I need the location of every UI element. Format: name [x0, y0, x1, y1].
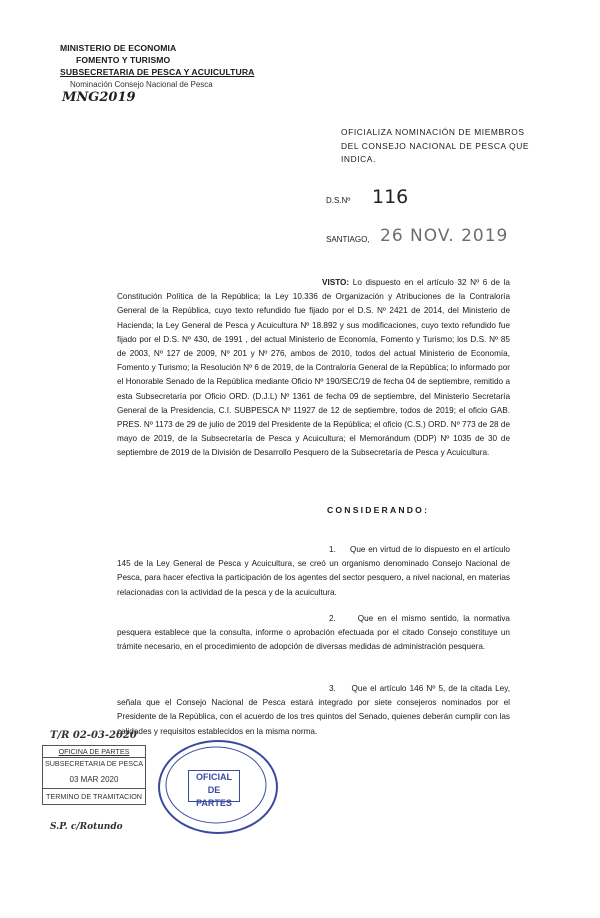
considerando-heading: CONSIDERANDO:	[327, 505, 430, 515]
santiago-date: 26 NOV. 2019	[380, 226, 509, 246]
item-text: Que en virtud de lo dispuesto en el artículo 145 de la Ley General de Pesca y Acuicultura, se creó un organismo denominado Consejo Nacional de Pesca, para hacer efectiva la participación de los agentes del sector pesquero, a nivel nacional, en materias relacionadas con la actividad de la pesca y de la acuicultura.	[117, 545, 510, 597]
considerando-item-1	[117, 543, 510, 600]
item-text: Que el artículo 146 Nº 5, de la citada Ley, señala que el Consejo Nacional de Pesca estará integrado por siete consejeros nominados por el Presidente de la República, con el acuerdo de los tres quintos del Senado, quienes deberán cumplir con las calidades y requisitos establecidos en la misma norma.	[117, 684, 510, 736]
visto-paragraph	[117, 276, 510, 461]
item-number: 2.	[329, 614, 336, 623]
ministry-name: MINISTERIO DE ECONOMIA	[60, 43, 177, 53]
oficina-partes-stamp	[42, 745, 146, 805]
item-number: 1.	[329, 545, 336, 554]
oficina-line2: SUBSECRETARIA DE PESCA	[44, 759, 144, 768]
considerando-item-2	[117, 612, 510, 655]
considerando-item-3	[117, 682, 510, 739]
item-number: 3.	[329, 684, 336, 693]
oficina-date: 03 MAR 2020	[69, 775, 119, 784]
item-text: Que en el mismo sentido, la normativa pesquera establece que la consulta, informe o aprobación efectuada por el citado Consejo constituye un trámite necesario, en el procedimiento de adopción de diversas medidas de administración pesquera.	[117, 614, 510, 652]
termino-tramitacion: TERMINO DE TRAMITACION	[43, 788, 145, 804]
seal-center: OFICIAL DE PARTES	[188, 770, 240, 802]
ds-label: D.S.Nº	[326, 196, 351, 205]
visto-text: Lo dispuesto en el artículo 32 Nº 6 de la Constitución Política de la República; la Ley 10.336 de Organización y Atribuciones de la Contraloría General de la República, cuyo texto refundido fue fijado por el D.S. Nº 2421 de 2014, del Ministerio de Hacienda; la Ley General de Pesca y Acuicultura Nº 18.892 y sus modificaciones, cuyo texto refundido fue fijado por el D.S. Nº 430, de 1991 , del actual Ministerio de Economía, Fomento y Turismo; los D.S. Nº 85 de 2003, Nº 127 de 2009, Nº 201 y Nº 276, ambos de 2010, todos del actual Ministerio de Economía, Fomento y Turismo; la Resolución Nº 6 de 2019, de la Contraloría General de la República; lo informado por el Honorable Senado de la República mediante Oficio Nº 190/SEC/19 de fecha 04 de septiembre, remitido a esta Subsecretaría por Oficio ORD. (D.J.L) Nº 1361 de fecha 09 de septiembre, del Ministerio Secretaría General de la Presidencia, C.I. SUBPESCA Nº 11927 de 12 de septiembre, todos de 2019; el oficio GAB. PRES. Nº 1173 de 29 de julio de 2019 del Presidente de la República; el oficio (C.S.) ORD. Nº 773 de 28 de mayo de 2019, de la Subsecretaría de Pesca y Acuicultura; el Memorándum (DDP) Nº 1035 de 30 de septiembre de 2019 de la División de Desarrollo Pesquero de la Subsecretaría de Pesca y Acuicultura.	[117, 278, 510, 458]
tr-handwritten: T/R 02-03-2020	[50, 730, 137, 741]
santiago-label: SANTIAGO,	[326, 235, 370, 244]
ministry-sub: FOMENTO Y TURISMO	[76, 55, 171, 65]
document-title: OFICIALIZA NOMINACIÓN DE MIEMBROS DEL CONSEJO NACIONAL DE PESCA QUE INDICA.	[341, 127, 530, 164]
ds-number: 116	[372, 186, 409, 208]
signature: S.P. c/Rotundo	[50, 822, 123, 832]
nominacion-line: Nominación Consejo Nacional de Pesca	[70, 80, 213, 89]
visto-label: VISTO:	[322, 278, 350, 287]
oficina-line1: OFICINA DE PARTES	[43, 746, 145, 758]
handwritten-code: MNG2019	[62, 90, 136, 105]
subsecretaria-name: SUBSECRETARIA DE PESCA Y ACUICULTURA	[60, 67, 255, 77]
